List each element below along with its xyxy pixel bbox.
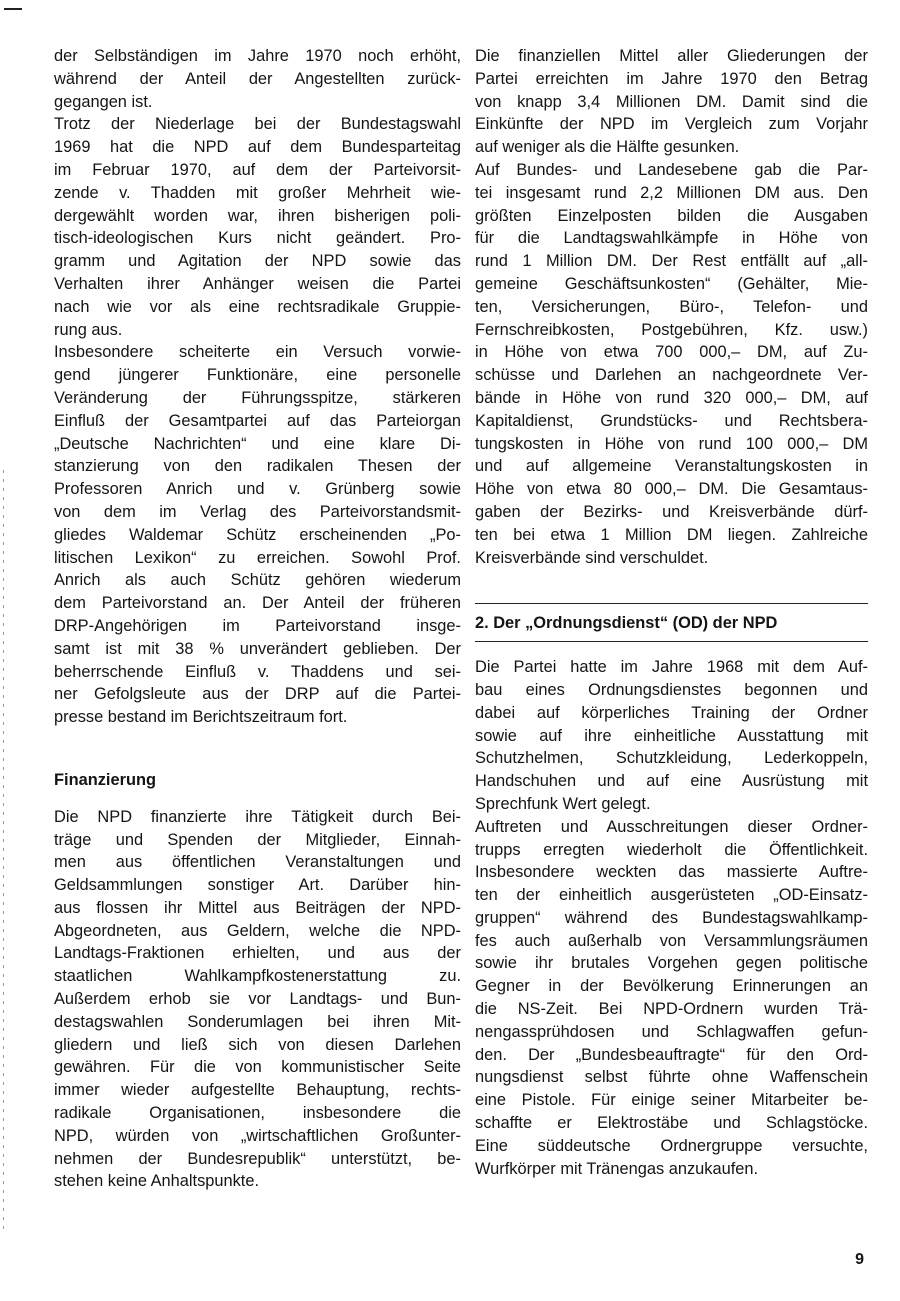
text-line: sowie ihr brutales Vorgehen gegen politische <box>475 954 868 973</box>
text-line: stehen keine Anhaltspunkte. <box>54 1172 260 1191</box>
text-line: Die NPD finanzierte ihre Tätigkeit durch Bei- <box>54 807 461 826</box>
text-line: gliedes Waldemar Schütz erscheinenden „Po- <box>54 525 461 544</box>
text-line: Kapitaldienst, Grundstücks- und Rechtsbera- <box>475 411 868 430</box>
paragraph <box>54 113 461 341</box>
text-line: schaffte er Elektrostäbe und Schlagstöcke. <box>475 1114 868 1133</box>
text-line: Einfluß der Gesamtpartei auf das Parteiorgan <box>54 411 461 430</box>
section-heading-ordnungsdienst: 2. Der „Ordnungsdienst“ (OD) der NPD <box>475 614 778 633</box>
text-line: Anrich als auch Schütz gehören wiederum <box>54 571 461 590</box>
text-line: der Selbständigen im Jahre 1970 noch erhöht, <box>54 47 461 65</box>
text-line: Auftreten und Ausschreitungen dieser Ordner- <box>475 817 868 836</box>
text-line: Sprechfunk Wert gelegt. <box>475 794 651 813</box>
text-line: dabei auf körperliches Training der Ordner <box>475 703 868 722</box>
text-line: gegangen ist. <box>54 92 153 111</box>
left-column <box>54 45 461 1193</box>
text-line: ner Gefolgsleute aus der DRP auf die Partei- <box>54 685 461 704</box>
section-heading-finanzierung: Finanzierung <box>54 770 156 789</box>
text-line: Verhalten ihrer Anhänger weisen die Partei <box>54 274 461 293</box>
text-line: Handschuhen und auf eine Ausrüstung mit <box>475 772 868 791</box>
paragraph <box>54 45 461 113</box>
text-line: zende v. Thadden mit großer Mehrheit wie- <box>54 183 461 202</box>
text-line: Fernschreibkosten, Postgebühren, Kfz. usw.) <box>475 320 868 339</box>
text-line: Veränderung der Führungsspitze, stärkeren <box>54 388 461 407</box>
text-line: DRP-Angehörigen im Parteivorstand insge- <box>54 616 461 635</box>
text-line: Insbesondere weckten das massierte Auftre- <box>475 863 868 882</box>
text-line: samt ist mit 38 % unverändert geblieben. Der <box>54 639 461 658</box>
text-line: Die Partei hatte im Jahre 1968 mit dem Auf- <box>475 658 868 677</box>
text-line: tisch-ideologischen Kurs nicht geändert. Pro- <box>54 229 461 248</box>
text-line: ten bei etwa 1 Million DM liegen. Zahlreiche <box>475 525 868 544</box>
text-line: aus flossen ihr Mittel aus Beiträgen der NPD- <box>54 898 461 917</box>
section-divider-bottom <box>475 641 868 642</box>
text-line: radikale Organisationen, insbesondere die <box>54 1104 461 1123</box>
text-line: für die Landtagswahlkämpfe in Höhe von <box>475 229 868 248</box>
text-line: Die finanziellen Mittel aller Gliederungen der <box>475 47 868 65</box>
text-line: nach wie vor als eine rechtsradikale Gruppie- <box>54 297 461 316</box>
text-line: Insbesondere scheiterte ein Versuch vorwie- <box>54 343 461 362</box>
text-line: ten der einheitlich ausgerüsteten „OD-Einsatz- <box>475 886 868 905</box>
text-line: Trotz der Niederlage bei der Bundestagswahl <box>54 115 461 134</box>
text-line: „Deutsche Nachrichten“ und eine klare Di- <box>54 434 461 453</box>
text-line: Auf Bundes- und Landesebene gab die Par- <box>475 160 868 179</box>
text-line: gaben der Bezirks- und Kreisverbände dürf- <box>475 502 868 521</box>
paragraph <box>54 341 461 729</box>
text-line: gend jüngerer Funktionäre, eine personelle <box>54 366 461 385</box>
right-column <box>475 45 868 1180</box>
text-line: presse bestand im Berichtszeitraum fort. <box>54 708 348 727</box>
paragraph <box>475 816 868 1181</box>
text-line: Abgeordneten, aus Geldern, welche die NPD- <box>54 921 461 940</box>
text-line: ten, Versicherungen, Büro-, Telefon- und <box>475 297 868 316</box>
text-line: bau eines Ordnungsdienstes begonnen und <box>475 680 868 699</box>
text-line: 1969 hat die NPD auf dem Bundesparteitag <box>54 138 461 157</box>
text-line: gemeine Geschäftsunkosten“ (Gehälter, Mie- <box>475 274 868 293</box>
text-line: Geldsammlungen sonstiger Art. Darüber hin- <box>54 876 461 895</box>
text-line: litischen Lexikon“ zu erreichen. Sowohl Prof. <box>54 548 461 567</box>
text-line: trupps erregten wiederholt die Öffentlichkeit. <box>475 840 868 859</box>
text-line: gliedern und ließ sich von diesen Darlehen <box>54 1035 461 1054</box>
text-line: beherrschende Einfluß v. Thaddens und sei- <box>54 662 461 681</box>
scan-edge-artifact <box>3 470 4 1230</box>
text-line: Außerdem erhob sie vor Landtags- und Bun- <box>54 990 461 1009</box>
text-line: auf weniger als die Hälfte gesunken. <box>475 138 740 157</box>
text-line: eine Pistole. Für einige seiner Mitarbeiter be- <box>475 1091 868 1110</box>
text-line: gruppen“ während des Bundestagswahlkamp- <box>475 908 868 927</box>
text-line: staatlichen Wahlkampfkostenerstattung zu. <box>54 967 461 986</box>
text-line: nengassprühdosen und Schlagwaffen gefun- <box>475 1022 868 1041</box>
text-line: Gegner in der Bevölkerung Erinnerungen an <box>475 977 868 996</box>
text-line: dergewählt worden war, ihren bisherigen poli- <box>54 206 461 225</box>
text-line: bände in Höhe von rund 320 000,– DM, auf <box>475 388 868 407</box>
text-line: stanzierung von den radikalen Thesen der <box>54 457 461 476</box>
text-line: fes auch außerhalb von Versammlungsräumen <box>475 931 868 950</box>
text-line: von knapp 3,4 Millionen DM. Damit sind die <box>475 92 868 111</box>
paragraph <box>54 806 461 1194</box>
text-line: destagswahlen Sonderumlagen bei ihren Mit- <box>54 1012 461 1031</box>
text-line: in Höhe von etwa 700 000,– DM, auf Zu- <box>475 343 868 362</box>
text-line: Wurfkörper mit Tränengas anzukaufen. <box>475 1159 759 1178</box>
text-line: Einkünfte der NPD im Vergleich zum Vorjahr <box>475 115 868 134</box>
text-line: Professoren Anrich und v. Grünberg sowie <box>54 480 461 499</box>
text-line: Schutzhelmen, Schutzkleidung, Lederkoppeln, <box>475 749 868 768</box>
text-line: Partei erreichten im Jahre 1970 den Betrag <box>475 69 868 88</box>
text-line: größten Einzelposten bilden die Ausgaben <box>475 206 868 225</box>
page-number: 9 <box>855 1251 864 1268</box>
text-line: sowie auf ihre einheitliche Ausstattung mit <box>475 726 868 745</box>
text-line: im Februar 1970, auf dem der Parteivorsit- <box>54 160 461 179</box>
paragraph <box>475 656 868 816</box>
text-line: die NS-Zeit. Bei NPD-Ordnern wurden Trä- <box>475 1000 868 1019</box>
text-line: den. Der „Bundesbeauftragte“ für den Ord- <box>475 1045 868 1064</box>
text-line: Kreisverbände sind verschuldet. <box>475 548 709 567</box>
text-line: und auf allgemeine Veranstaltungskosten in <box>475 457 868 476</box>
text-line: von dem im Verlag des Parteivorstandsmit- <box>54 502 461 521</box>
text-line: schüsse und Darlehen an nachgeordnete Ver- <box>475 366 868 385</box>
text-line: gramm und Agitation der NPD sowie das <box>54 252 461 271</box>
text-line: nehmen der Bundesrepublik“ unterstützt, be- <box>54 1149 461 1168</box>
text-line: immer wieder aufgestellte Behauptung, rechts- <box>54 1081 461 1100</box>
text-line: träge und Spenden der Mitglieder, Einnah- <box>54 830 461 849</box>
corner-mark <box>4 8 22 10</box>
text-line: rung aus. <box>54 320 123 339</box>
text-line: Landtags-Fraktionen erhielten, und aus der <box>54 944 461 963</box>
text-line: gewähren. Für die von kommunistischer Seite <box>54 1058 461 1077</box>
text-line: tei insgesamt rund 2,2 Millionen DM aus. Den <box>475 183 868 202</box>
text-line: während der Anteil der Angestellten zurück- <box>54 69 461 88</box>
text-line: tungskosten in Höhe von rund 100 000,– DM <box>475 434 868 453</box>
text-line: men aus öffentlichen Veranstaltungen und <box>54 853 461 872</box>
text-line: Eine süddeutsche Ordnergruppe versuchte, <box>475 1136 868 1155</box>
paragraph <box>475 45 868 159</box>
text-line: dem Parteivorstand an. Der Anteil der früheren <box>54 594 461 613</box>
text-line: NPD, würden von „wirtschaftlichen Großunter- <box>54 1126 461 1145</box>
paragraph <box>475 159 868 569</box>
text-line: nungsdienst selbst führte ohne Waffenschein <box>475 1068 868 1087</box>
text-line: Höhe von etwa 80 000,– DM. Die Gesamtaus- <box>475 480 868 499</box>
text-line: rund 1 Million DM. Der Rest entfällt auf „all- <box>475 252 868 271</box>
